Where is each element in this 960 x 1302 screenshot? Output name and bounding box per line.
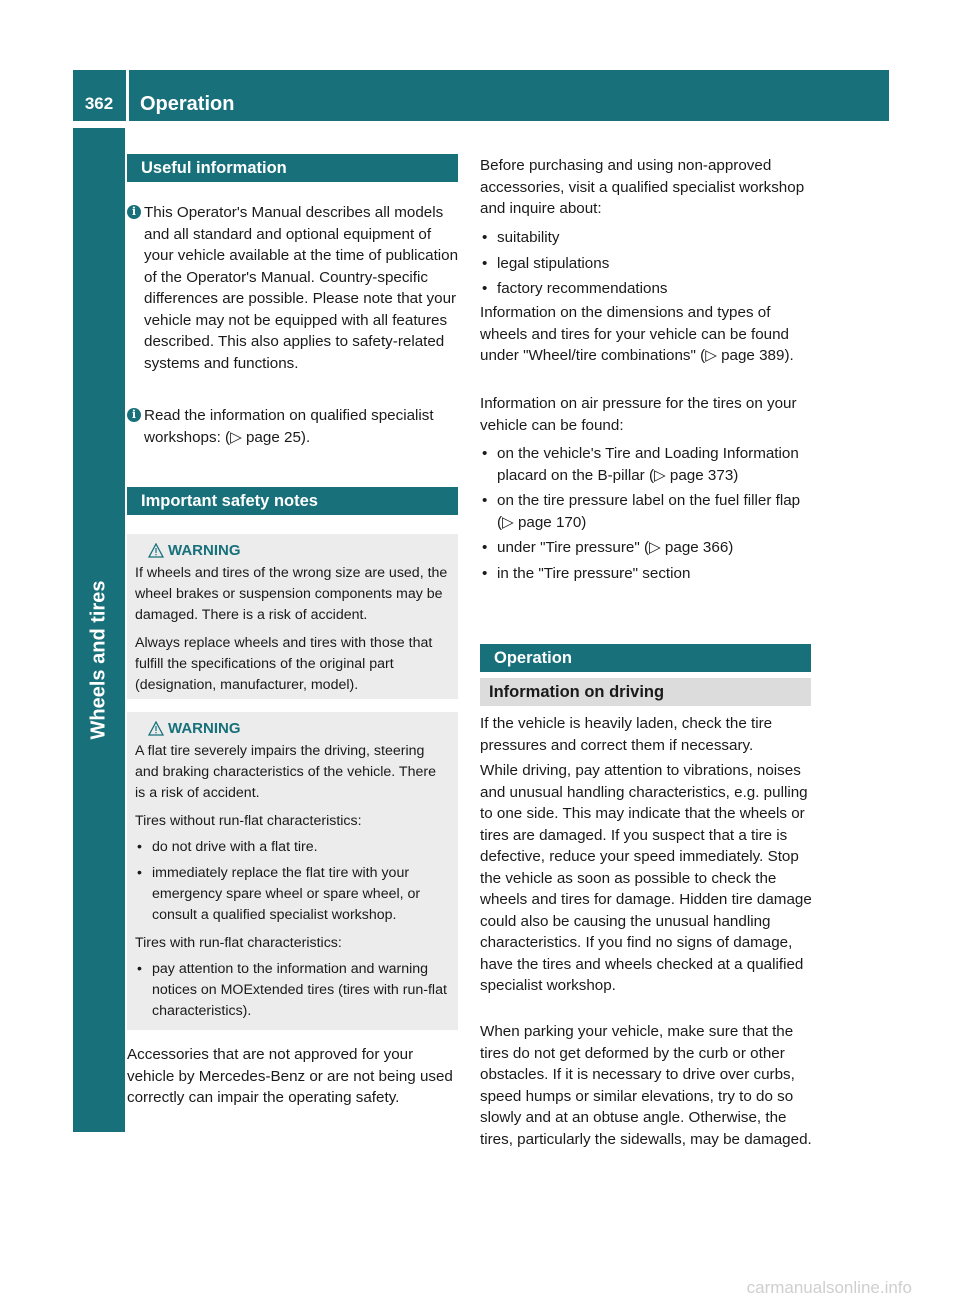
warning-text: Always replace wheels and tires with those that fulfill the specifications of the original part (designation, manufacturer, model). [135,634,433,694]
warning-text: If wheels and tires of the wrong size are used, the wheel brakes or suspension components may be damaged. There is a risk of accident. [135,565,448,624]
page-number: 362 [84,94,114,113]
list-item: • under "Tire pressure" (▷ page 366) [480,537,812,559]
list-item: • in the "Tire pressure" section [480,563,812,585]
list-item: • on the tire pressure label on the fuel filler flap (▷ page 170) [480,490,812,533]
warning-triangle-icon [148,543,164,558]
warning-bullet: • pay attention to the information and warning notices on MOExtended tires (tires with run-flat characteristics). [135,959,450,1023]
driving-paragraph: If the vehicle is heavily laden, check the tire pressures and correct them if necessary. [480,715,773,754]
warning-box-flat-tire [127,712,458,1030]
warning-title: WARNING [168,720,241,737]
warning-bullet: • do not drive with a flat tire. [135,837,450,858]
driving-paragraph: While driving, pay attention to vibrations, noises and unusual handling characteristics, e.g. pulling to one side. This may indicate that the wheels or tires are damaged. If you suspect that a tire is defective, reduce your speed immediately. Stop the vehicle as soon as possible to check the wheels and tires for damage. Hidden tire damage could also be causing the unusual handling characteristics. If you find no signs of damage, have the tires and wheels checked at a qualified specialist workshop. [480,762,812,994]
accessories-paragraph: Accessories that are not approved for your vehicle by Mercedes-Benz or are not being used correctly can impair the operating safety. [127,1046,453,1106]
dimensions-paragraph: Information on the dimensions and types of wheels and tires for your vehicle can be found under "Wheel/tire combinations" (▷ page 389). [480,304,794,364]
warning-text: A flat tire severely impairs the driving, steering and braking characteristics of the vehicle. There is a risk of accident. [135,743,436,802]
info-icon: i [127,205,141,219]
inquiry-list [480,227,812,300]
warning-title: WARNING [168,542,241,559]
useful-information-heading: Useful information [127,154,458,182]
list-item: • suitability [480,227,812,249]
warning-text: Tires with run-flat characteristics: [135,934,342,951]
operation-heading: Operation [480,644,811,672]
warning-box-wrong-size [127,534,458,699]
pressure-intro: Information on air pressure for the tires on your vehicle can be found: [480,395,797,434]
info-note-manual-text: This Operator's Manual describes all models and all standard and optional equipment of your vehicle available at the time of publication of the Operator's Manual. Country-specific differences are possible. Please note that your vehicle may not be equipped with all features described. This also applies to safety-related systems and functions. [144,204,459,372]
chapter-tab-label: Wheels and tires [87,580,110,740]
pressure-list [480,443,812,584]
information-on-driving-heading: Information on driving [480,678,811,706]
list-item: • legal stipulations [480,253,812,275]
accessories-intro: Before purchasing and using non-approved accessories, visit a qualified specialist workshop and inquire about: [480,157,805,217]
warning-triangle-icon [148,721,164,736]
info-note-manual [127,202,459,374]
warning-bullet: • immediately replace the flat tire with your emergency spare wheel or spare wheel, or consult a qualified specialist workshop. [135,863,450,927]
page-title: Operation [140,93,235,115]
list-item: • factory recommendations [480,278,812,300]
info-note-workshops [127,405,459,448]
header-divider [126,70,129,121]
info-icon: i [127,408,141,422]
important-safety-notes-heading: Important safety notes [127,487,458,515]
warning-text: Tires without run-flat characteristics: [135,812,362,829]
list-item: • on the vehicle's Tire and Loading Information placard on the B-pillar (▷ page 373) [480,443,812,486]
info-note-workshops-text: Read the information on qualified specialist workshops: (▷ page 25). [144,407,434,446]
driving-paragraph: When parking your vehicle, make sure that the tires do not get deformed by the curb or other obstacles. If it is necessary to drive over curbs, speed humps or similar elevations, try to do so slowly and at an obtuse angle. Otherwise, the tires, particularly the sidewalls, may be damaged. [480,1023,812,1148]
watermark: carmanualsonline.info [746,1278,912,1297]
